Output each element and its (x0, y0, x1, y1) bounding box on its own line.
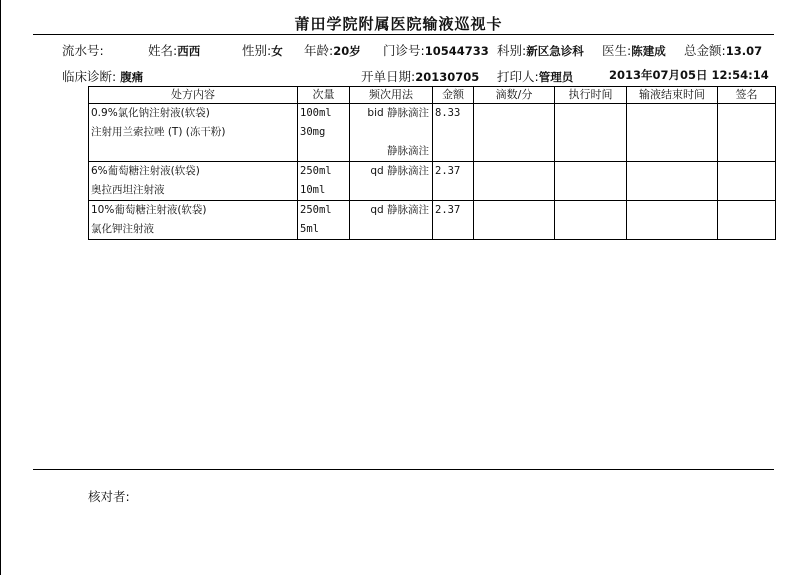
name-label: 姓名: (148, 43, 178, 58)
dose-cell (298, 201, 350, 240)
exec-time-cell[interactable] (555, 201, 627, 240)
print-time-field (609, 67, 769, 83)
dose-line: 250ml (300, 204, 332, 216)
usage-line: 静脉滴注 (387, 145, 429, 157)
col-header-dose: 次量 (298, 87, 350, 104)
title-divider (33, 34, 774, 35)
drug-line: 10%葡萄糖注射液(软袋) (91, 204, 207, 216)
doctor-field (602, 41, 666, 59)
department-value: 新区急诊科 (526, 44, 584, 58)
amount-cell (433, 104, 474, 162)
drop-rate-cell[interactable] (474, 104, 555, 162)
amount-value: 2.37 (435, 165, 461, 177)
age-label: 年龄: (304, 43, 334, 58)
dose-line: 100ml (300, 107, 332, 119)
diagnosis-field (62, 67, 143, 85)
usage-line: qd 静脉滴注 (370, 204, 429, 216)
department-label: 科别: (497, 43, 527, 58)
printer-label: 打印人: (497, 69, 539, 84)
open-date-value: 20130705 (415, 70, 480, 84)
clinic-number-field (383, 41, 489, 59)
page-border-left (0, 0, 1, 575)
signature-cell[interactable] (718, 162, 776, 201)
dose-cell (298, 104, 350, 162)
exec-time-cell[interactable] (555, 104, 627, 162)
drug-cell (89, 162, 298, 201)
serial-field (62, 41, 104, 59)
gender-field (242, 41, 283, 59)
exec-time-cell[interactable] (555, 162, 627, 201)
drop-rate-cell[interactable] (474, 201, 555, 240)
signature-cell[interactable] (718, 201, 776, 240)
table-row (89, 104, 776, 162)
table-row (89, 162, 776, 201)
total-amount-field (684, 41, 762, 59)
total-amount-label: 总金额: (684, 43, 726, 58)
drug-cell (89, 201, 298, 240)
dose-line: 250ml (300, 165, 332, 177)
amount-cell (433, 201, 474, 240)
col-header-usage: 频次用法 (350, 87, 433, 104)
checker-field (88, 487, 130, 505)
age-value: 20岁 (333, 44, 361, 58)
drug-line: 注射用兰索拉唑 (T) (冻干粉) (91, 126, 226, 138)
age-field (304, 41, 361, 59)
table-row (89, 201, 776, 240)
printer-field (497, 67, 573, 85)
end-time-cell[interactable] (627, 162, 718, 201)
name-field (148, 41, 200, 59)
gender-label: 性别: (242, 43, 272, 58)
amount-value: 2.37 (435, 204, 461, 216)
clinic-number-label: 门诊号: (383, 43, 425, 58)
checker-label: 核对者: (88, 489, 130, 504)
dose-cell (298, 162, 350, 201)
end-time-cell[interactable] (627, 201, 718, 240)
usage-line: bid 静脉滴注 (367, 107, 429, 119)
dose-line: 10ml (300, 184, 326, 196)
print-time-value: 2013年07月05日 12:54:14 (609, 68, 769, 82)
printer-value: 管理员 (538, 70, 574, 84)
drop-rate-cell[interactable] (474, 162, 555, 201)
drug-cell (89, 104, 298, 162)
usage-line (352, 123, 430, 142)
diagnosis-label: 临床诊断: (62, 69, 117, 84)
amount-cell (433, 162, 474, 201)
end-time-cell[interactable] (627, 104, 718, 162)
col-header-exec-time: 执行时间 (555, 87, 627, 104)
drug-line: 氯化钾注射液 (91, 223, 154, 235)
card-title: 莆田学院附属医院输液巡视卡 (294, 15, 503, 33)
dose-line: 30mg (300, 126, 326, 138)
amount-value: 8.33 (435, 107, 461, 119)
prescription-table (88, 86, 776, 240)
col-header-content: 处方内容 (89, 87, 298, 104)
usage-cell (350, 162, 433, 201)
table-header-row (89, 87, 776, 104)
usage-cell (350, 104, 433, 162)
clinic-number-value: 10544733 (424, 44, 489, 58)
col-header-end-time: 输液结束时间 (627, 87, 718, 104)
open-date-label: 开单日期: (361, 69, 416, 84)
dose-line: 5ml (300, 223, 319, 235)
signature-cell[interactable] (718, 104, 776, 162)
open-date-field (361, 67, 479, 85)
total-amount-value: 13.07 (725, 44, 763, 58)
department-field (497, 41, 584, 59)
drug-line: 6%葡萄糖注射液(软袋) (91, 165, 200, 177)
usage-line: qd 静脉滴注 (370, 165, 429, 177)
drug-line: 奥拉西坦注射液 (91, 184, 165, 196)
name-value: 西西 (177, 44, 201, 58)
usage-cell (350, 201, 433, 240)
gender-value: 女 (271, 44, 283, 58)
doctor-value: 陈建成 (631, 44, 666, 58)
col-header-amount: 金额 (433, 87, 474, 104)
col-header-drop-rate: 滴数/分 (474, 87, 555, 104)
diagnosis-value: 腹痛 (120, 70, 144, 84)
doctor-label: 医生: (602, 43, 632, 58)
drug-line: 0.9%氯化钠注射液(软袋) (91, 107, 210, 119)
col-header-signature: 签名 (718, 87, 776, 104)
footer-divider (33, 469, 774, 470)
serial-label: 流水号: (62, 43, 104, 58)
